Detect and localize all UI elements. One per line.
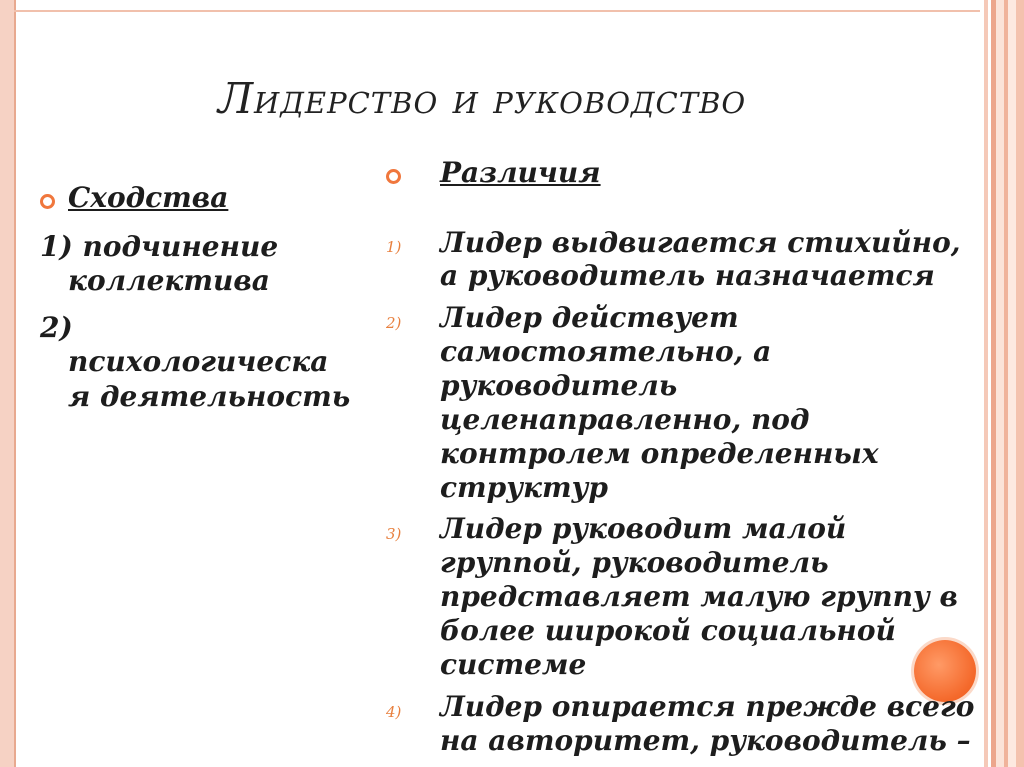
heading-differences: Различия — [440, 156, 601, 189]
diff-2-line-6: структур — [440, 471, 608, 504]
diff-3-line-3: представляет малую группу в — [440, 580, 958, 613]
diff-3-line-1: Лидер руководит малой — [440, 512, 847, 545]
diff-2-line-4: целенаправленно, под — [440, 403, 810, 436]
list-number: 3) — [386, 525, 402, 543]
diff-3-line-4: более широкой социальной — [440, 614, 896, 647]
diff-1-line-1: Лидер выдвигается стихийно, — [440, 226, 961, 259]
diff-2-line-1: Лидер действует — [440, 301, 739, 334]
circle-bullet-icon — [386, 169, 401, 184]
right-decorative-stripes — [980, 0, 1024, 767]
left-item-2-line-2: психологическа — [68, 345, 329, 378]
diff-2-line-2: самостоятельно, а — [440, 335, 772, 368]
diff-2-line-3: руководитель — [440, 369, 678, 402]
top-border-line — [14, 10, 984, 12]
list-number: 1) — [386, 238, 402, 256]
left-item-2-line-3: я деятельность — [68, 380, 351, 413]
diff-4-line-1: Лидер опирается прежде всего — [440, 690, 975, 723]
heading-similarities: Сходства — [68, 181, 229, 214]
slide-title: Лидерство и руководство — [218, 74, 747, 123]
left-item-1-line-1: 1) подчинение — [40, 230, 279, 263]
list-number: 2) — [386, 314, 402, 332]
left-border — [0, 0, 14, 767]
diff-1-line-2: а руководитель назначается — [440, 259, 935, 292]
diff-2-line-5: контролем определенных — [440, 437, 879, 470]
diff-3-line-5: системе — [440, 648, 587, 681]
diff-3-line-2: группой, руководитель — [440, 546, 829, 579]
diff-4-line-2: на авторитет, руководитель – — [440, 724, 971, 757]
left-item-2-line-1: 2) — [40, 311, 73, 344]
left-border-line — [14, 0, 16, 767]
list-number: 4) — [386, 703, 402, 721]
circle-bullet-icon — [40, 194, 55, 209]
left-item-1-line-2: коллектива — [68, 264, 270, 297]
